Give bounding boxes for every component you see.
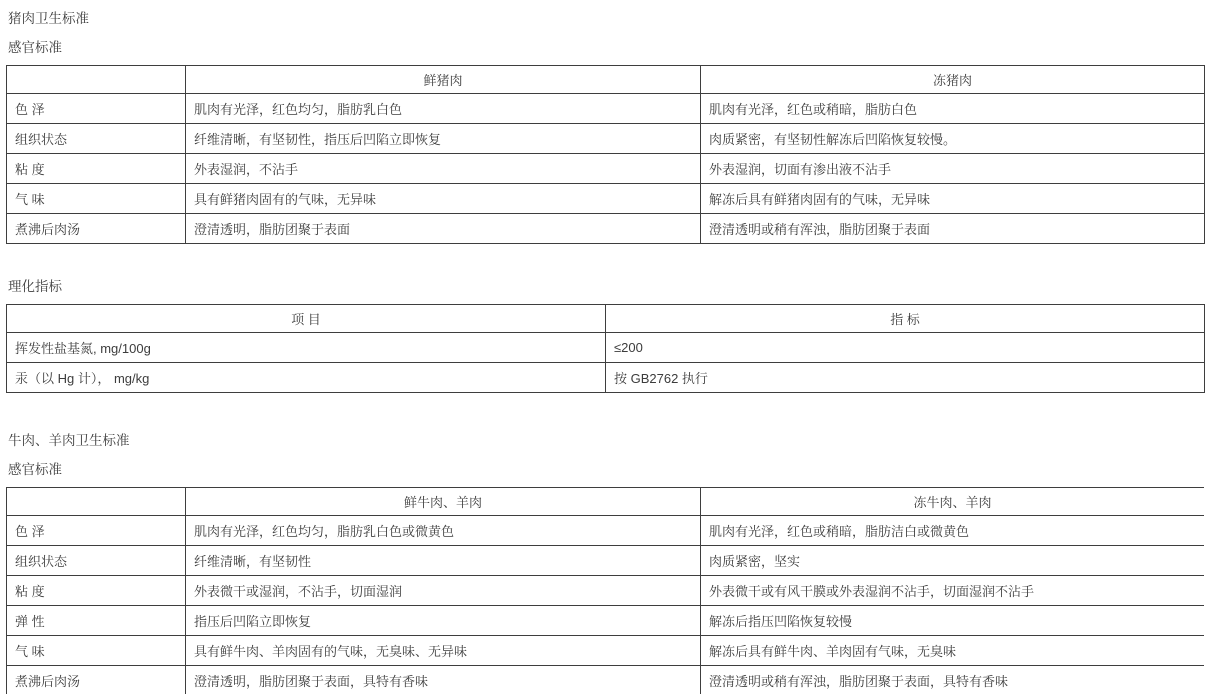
table-header-row (7, 305, 1205, 333)
table-header-cell: 指 标 (606, 305, 1205, 333)
table-row (7, 516, 1205, 546)
section-subtitle-pork-sensory: 感官标准 (8, 40, 62, 55)
table-cell: 肉质紧密，有坚韧性解冻后凹陷恢复较慢。 (701, 124, 1205, 154)
table-cell: 解冻后指压凹陷恢复较慢 (701, 606, 1205, 636)
table-cell: 澄清透明，脂肪团聚于表面，具特有香味 (186, 666, 701, 694)
table-header-cell (7, 488, 186, 516)
table-cell: 肌肉有光泽，红色或稍暗，脂肪洁白或微黄色 (701, 516, 1205, 546)
table-cell: 解冻后具有鲜猪肉固有的气味，无异味 (701, 184, 1205, 214)
table-cell: ≤200 (606, 333, 1205, 363)
row-label-cell: 粘 度 (7, 576, 186, 606)
spacer (6, 477, 1204, 487)
row-label-cell: 色 泽 (7, 516, 186, 546)
table-cell: 肉质紧密，坚实 (701, 546, 1205, 576)
row-label-cell: 组织状态 (7, 124, 186, 154)
row-label-cell: 汞（以 Hg 计）， mg/kg (7, 363, 606, 393)
table-row (7, 184, 1205, 214)
table-row (7, 333, 1205, 363)
table-cell: 肌肉有光泽，红色均匀，脂肪乳白色 (186, 94, 701, 124)
table-row (7, 124, 1205, 154)
row-label-cell: 粘 度 (7, 154, 186, 184)
table-row (7, 606, 1205, 636)
table-row (7, 546, 1205, 576)
table-header-row (7, 66, 1205, 94)
table-header-row (7, 488, 1205, 516)
table-header-cell: 冻猪肉 (701, 66, 1205, 94)
table-cell: 纤维清晰，有坚韧性 (186, 546, 701, 576)
pork-sensory-table (6, 65, 1205, 244)
table-cell: 外表微干或有风干膜或外表湿润不沾手，切面湿润不沾手 (701, 576, 1205, 606)
beef-table-clip-container (6, 487, 1204, 694)
table-cell: 肌肉有光泽，红色或稍暗，脂肪白色 (701, 94, 1205, 124)
section-title-physicochemical: 理化指标 (8, 279, 62, 294)
table-row (7, 576, 1205, 606)
row-label-cell: 煮沸后肉汤 (7, 214, 186, 244)
table-header-cell: 鲜牛肉、羊肉 (186, 488, 701, 516)
row-label-cell: 色 泽 (7, 94, 186, 124)
table-cell: 澄清透明或稍有浑浊，脂肪团聚于表面 (701, 214, 1205, 244)
table-header-cell: 项 目 (7, 305, 606, 333)
table-row (7, 666, 1205, 694)
table-cell: 澄清透明或稍有浑浊，脂肪团聚于表面，具特有香味 (701, 666, 1205, 694)
row-label-cell: 挥发性盐基氮, mg/100g (7, 333, 606, 363)
table-row (7, 94, 1205, 124)
table-header-cell: 鲜猪肉 (186, 66, 701, 94)
row-label-cell: 气 味 (7, 184, 186, 214)
row-label-cell: 煮沸后肉汤 (7, 666, 186, 694)
table-cell: 外表微干或湿润，不沾手，切面湿润 (186, 576, 701, 606)
table-header-cell (7, 66, 186, 94)
section-title-beef-lamb-standard: 牛肉、羊肉卫生标准 (8, 433, 130, 448)
table-cell: 纤维清晰，有坚韧性，指压后凹陷立即恢复 (186, 124, 701, 154)
table-cell: 按 GB2762 执行 (606, 363, 1205, 393)
table-cell: 肌肉有光泽，红色均匀，脂肪乳白色或微黄色 (186, 516, 701, 546)
table-cell: 具有鲜牛肉、羊肉固有的气味，无臭味、无异味 (186, 636, 701, 666)
table-cell: 具有鲜猪肉固有的气味，无异味 (186, 184, 701, 214)
section-subtitle-beef-sensory: 感官标准 (8, 462, 62, 477)
spacer (6, 55, 1204, 65)
table-cell: 外表湿润，不沾手 (186, 154, 701, 184)
spacer (6, 294, 1204, 304)
table-cell: 澄清透明，脂肪团聚于表面 (186, 214, 701, 244)
table-row (7, 363, 1205, 393)
row-label-cell: 组织状态 (7, 546, 186, 576)
table-cell: 外表湿润，切面有渗出液不沾手 (701, 154, 1205, 184)
table-cell: 指压后凹陷立即恢复 (186, 606, 701, 636)
beef-lamb-sensory-table (6, 487, 1204, 694)
table-row (7, 214, 1205, 244)
table-row (7, 154, 1205, 184)
table-row (7, 636, 1205, 666)
physicochemical-table (6, 304, 1205, 393)
table-cell: 解冻后具有鲜牛肉、羊肉固有气味，无臭味 (701, 636, 1205, 666)
section-title-pork-standard: 猪肉卫生标准 (8, 11, 89, 26)
row-label-cell: 弹 性 (7, 606, 186, 636)
row-label-cell: 气 味 (7, 636, 186, 666)
table-header-cell: 冻牛肉、羊肉 (701, 488, 1205, 516)
